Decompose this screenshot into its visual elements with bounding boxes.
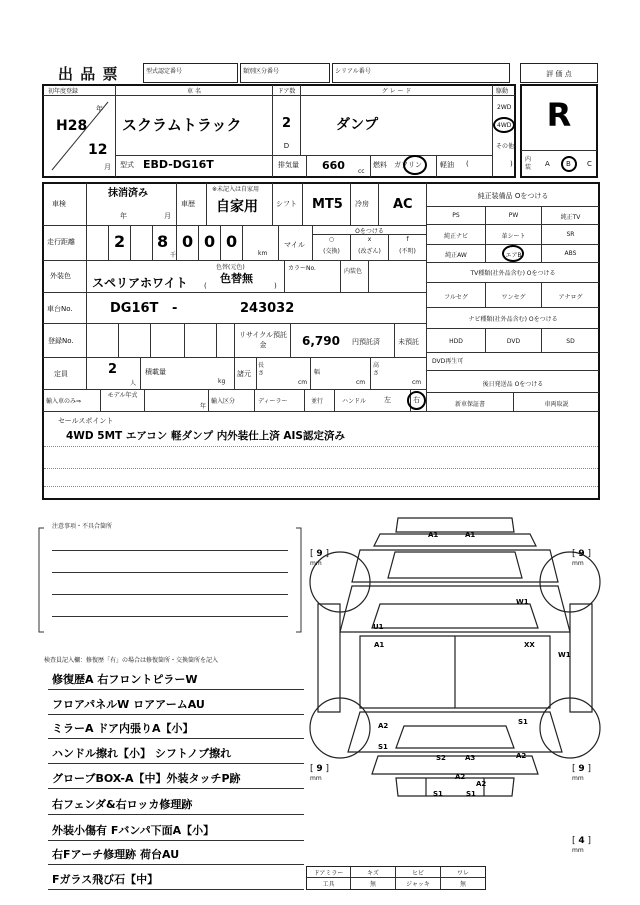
interior-c: C [587, 160, 592, 168]
first-reg-label: 初年度登録 [48, 88, 79, 95]
tv-title: TV種類(社外品含む) Oをつける [470, 270, 556, 277]
chassis-dash: - [172, 301, 178, 316]
car-diagram [300, 512, 610, 812]
tv-oneseg: ワンセグ [501, 294, 526, 301]
displacement-value: 660 [322, 159, 345, 172]
capacity-value: 2 [108, 362, 118, 377]
airbag-circle [502, 245, 524, 262]
import-cat-label: 輸入区分 [211, 398, 236, 405]
ac-label: 冷房 [355, 200, 369, 208]
thousand-unit: 千 [170, 252, 177, 259]
height-label: 高さ [373, 362, 380, 377]
mark-rear-bumper-a2: A2 [455, 773, 466, 781]
recycle-label: リサイクル預託金 [238, 331, 288, 349]
equip-pw: PW [508, 212, 519, 219]
navi-title: ナビ種類(社外品含む) Oをつける [468, 316, 558, 323]
height-cm: cm [412, 379, 422, 386]
dims-label: 諸元 [237, 370, 251, 378]
navi-sd: SD [566, 338, 575, 345]
note-line-5: グローブBOX-A【中】外装タッチP跡 [52, 772, 241, 785]
mark-rear-a3: A3 [465, 754, 476, 762]
notes-bracket [38, 524, 302, 636]
mileage-digit-5: 0 [226, 232, 238, 251]
later-title: 後日発送品 Oをつける [482, 381, 544, 388]
paren-open: ( [466, 160, 469, 168]
width-cm: cm [356, 379, 366, 386]
mark-left-door-u1: U1 [373, 623, 384, 631]
load-label: 積載量 [145, 368, 166, 376]
grade-label: グ レ ー ド [381, 88, 412, 95]
width-label: 幅 [314, 369, 321, 376]
plate-label: 登録No. [48, 337, 74, 345]
equip-abs: ABS [564, 250, 577, 257]
mileage-label: 走行距離 [47, 238, 75, 246]
category-box: 類別区分番号 [240, 63, 330, 83]
shift-label: シフト [276, 200, 297, 208]
repaint-label: 色替(元色) [216, 264, 245, 271]
tire-front-left: [ 9 ] mm [310, 549, 330, 567]
right-label: 右 [413, 396, 420, 404]
tire-rear-left: [ 9 ] mm [310, 764, 330, 782]
year-unit: 年 [96, 105, 103, 113]
mark-rear-s1-right: S1 [466, 790, 476, 798]
note-line-6: 右フェンダ&右ロッカ修理跡 [52, 798, 193, 811]
mile-label: マイル [284, 241, 305, 249]
equip-leather: 革シート [501, 233, 526, 240]
interior-b-circle [561, 156, 577, 172]
chassis-label: 車台No. [47, 305, 73, 313]
recycle-unpaid: 未預託 [398, 338, 419, 346]
mark-left-door-a1: A1 [374, 641, 385, 649]
drive-4wd-circle [493, 117, 515, 133]
car-name: スクラムトラック [122, 116, 242, 134]
model-type: EBD-DG16T [143, 158, 214, 171]
inspection-label: 車検 [52, 200, 66, 208]
interior-color-label: 内装色 [344, 268, 363, 275]
length-cm: cm [298, 379, 308, 386]
mark-right-rear-a2: A2 [516, 752, 527, 760]
inspection-year-unit: 年 [120, 212, 127, 220]
history-note: ※未記入は自家用 [212, 186, 260, 193]
mileage-digit-2: 8 [157, 232, 169, 251]
repaint-paren-close: ) [274, 282, 277, 290]
bt-tools-value: 無 [369, 881, 376, 888]
color-no-label: カラーNo. [288, 265, 316, 272]
note-line-8: 右Fアーチ修理跡 荷台AU [52, 848, 180, 861]
bt-header-mirror: ドアミラー [313, 870, 344, 877]
mark-front-bumper-2: A1 [465, 531, 476, 539]
bt-jack-value: 無 [459, 881, 466, 888]
recycle-value: 6,790 [302, 334, 340, 348]
shift-value: MT5 [312, 197, 343, 212]
mark-right-pillar: W1 [516, 598, 529, 606]
dvd-playback: DVD再生可 [432, 358, 464, 365]
bt-header-crack: ヒビ [411, 870, 424, 877]
bt-jack: ジャッキ [406, 881, 430, 888]
ac-value: AC [393, 197, 413, 212]
score-value: R [546, 96, 572, 134]
note-line-2: フロアパネルW ロアアームAU [52, 698, 205, 711]
fuel-label: 燃料 [373, 161, 387, 169]
capacity-unit: 人 [130, 380, 137, 387]
inspection-month-unit: 月 [164, 212, 171, 220]
model-year-label: モデル年式 [107, 392, 138, 399]
tv-fullseg: フルセグ [444, 294, 468, 301]
sales-point-label: セールスポイント [58, 417, 114, 425]
equip-navi: 純正ナビ [443, 233, 468, 240]
doors-value: 2 [281, 116, 292, 131]
color-label: 外装色 [50, 272, 71, 280]
serial-box: シリアル番号 [332, 63, 510, 83]
length-label: 長さ [258, 362, 265, 377]
repaint-paren-open: ( [204, 282, 207, 290]
capacity-label: 定員 [54, 370, 68, 378]
color-value: スペリアホワイト [92, 276, 188, 290]
inspector-label: 検査員記入欄：修復歴「有」の場合は修復箇所・交換箇所を記入 [44, 657, 219, 664]
equip-sr: SR [566, 231, 575, 238]
mark-rear-s2: S2 [436, 754, 446, 762]
equip-ps: PS [452, 212, 460, 219]
equipment-title: 純正装備品 Oをつける [477, 192, 549, 200]
parallel-label: 並行 [311, 398, 324, 405]
mark-left-rear-s1: S1 [378, 743, 388, 751]
import-label: 輸入車のみ⇒ [46, 398, 82, 405]
model-cert-box: 型式認定番号 [143, 63, 238, 83]
navi-hdd: HDD [449, 338, 463, 345]
mark-x-label: (改ざん) [358, 248, 381, 255]
car-name-label: 車 名 [187, 88, 201, 95]
equip-airbag: エアB [505, 252, 522, 259]
note-line-9: Fガラス飛び石【中】 [52, 873, 159, 886]
note-line-1: 修復歴A 右フロントピラーW [52, 673, 198, 686]
inspection-value: 抹消済み [108, 188, 148, 199]
interior-label: 内装 [525, 156, 532, 171]
notes-label: 注意事項・不具合箇所 [52, 523, 113, 530]
drive-2wd: 2WD [497, 104, 512, 111]
mark-right-rear-s1: S1 [518, 718, 528, 726]
equip-aw: 純正AW [445, 252, 467, 259]
later-warranty: 新車保証書 [454, 401, 485, 408]
mark-q: f [406, 236, 409, 243]
import-year-unit: 年 [200, 403, 207, 410]
door-unit: D [283, 142, 290, 150]
mark-left-rear-a2: A2 [378, 722, 389, 730]
repaint-value: 色替無 [220, 272, 253, 285]
tire-spare: [ 4 ] mm [572, 836, 592, 854]
right-circle [407, 391, 426, 410]
equip-tv: 純正TV [560, 214, 581, 221]
mark-rear-bumper-a2b: A2 [476, 780, 487, 788]
drive-label: 駆動 [496, 88, 509, 95]
history-label: 車歴 [181, 200, 195, 208]
reg-year: H28 [56, 118, 88, 134]
mileage-digit-3: 0 [182, 232, 194, 251]
fuel-value: ガソリン [394, 161, 422, 169]
chassis-prefix: DG16T [110, 301, 159, 316]
history-value: 自家用 [216, 199, 258, 215]
mark-x: x [367, 236, 372, 243]
cc-unit: cc [358, 168, 365, 175]
mark-right-rocker: W1 [558, 651, 571, 659]
paren-close: ) [510, 160, 513, 168]
interior-b: B [566, 160, 571, 168]
kg-unit: kg [218, 378, 226, 385]
bt-tools: 工具 [322, 881, 335, 888]
bt-header-break: ワレ [456, 870, 469, 877]
interior-a: A [545, 160, 550, 168]
fuel-circle [403, 155, 427, 175]
displacement-label: 排気量 [278, 161, 299, 169]
month-unit: 月 [104, 163, 111, 171]
left-label: 左 [384, 396, 391, 404]
bt-header-scratch: キズ [367, 870, 379, 877]
chassis-number: 243032 [240, 301, 295, 316]
mark-o: ○ [328, 236, 335, 243]
mark-q-label: (不明) [399, 248, 416, 255]
sales-point-text: 4WD 5MT エアコン 軽ダンプ 内外装仕上済 AIS認定済み [66, 430, 345, 442]
circle-instruction: Oをつける [355, 228, 384, 235]
light-oil-label: 軽油 [440, 161, 454, 169]
doors-label: ドア数 [277, 88, 296, 95]
mark-front-bumper-1: A1 [428, 531, 439, 539]
dealer-label: ディーラー [258, 398, 288, 405]
mark-right-door-xx: XX [524, 641, 535, 649]
model-type-label: 型式 [120, 161, 134, 169]
grade-value: ダンプ [336, 117, 379, 133]
recycle-paid: 円預託済 [352, 338, 380, 346]
drive-other: その他 [496, 143, 515, 150]
handle-label: ハンドル [342, 398, 367, 405]
score-header-box: 評 価 点 [520, 63, 598, 83]
tire-front-right: [ 9 ] mm [572, 549, 592, 567]
navi-dvd: DVD [506, 338, 521, 345]
note-line-3: ミラーA ドア内張りA【小】 [52, 722, 194, 735]
note-line-4: ハンドル擦れ【小】 シフトノブ擦れ [52, 747, 232, 760]
reg-month: 12 [88, 142, 108, 158]
mark-o-label: (交換) [323, 248, 340, 255]
mark-rear-s1-left: S1 [433, 790, 443, 798]
mileage-digit-4: 0 [204, 232, 216, 251]
drive-4wd: 4WD [497, 122, 512, 129]
tv-analog: アナログ [558, 294, 583, 301]
note-line-7: 外装小傷有 Fバンパ下面A【小】 [52, 824, 215, 837]
page-title: 出 品 票 [58, 65, 119, 83]
tire-rear-right: [ 9 ] mm [572, 764, 592, 782]
later-manual: 車両取説 [544, 401, 569, 408]
km-unit: km [258, 250, 268, 257]
mileage-digit-1: 2 [114, 232, 126, 251]
